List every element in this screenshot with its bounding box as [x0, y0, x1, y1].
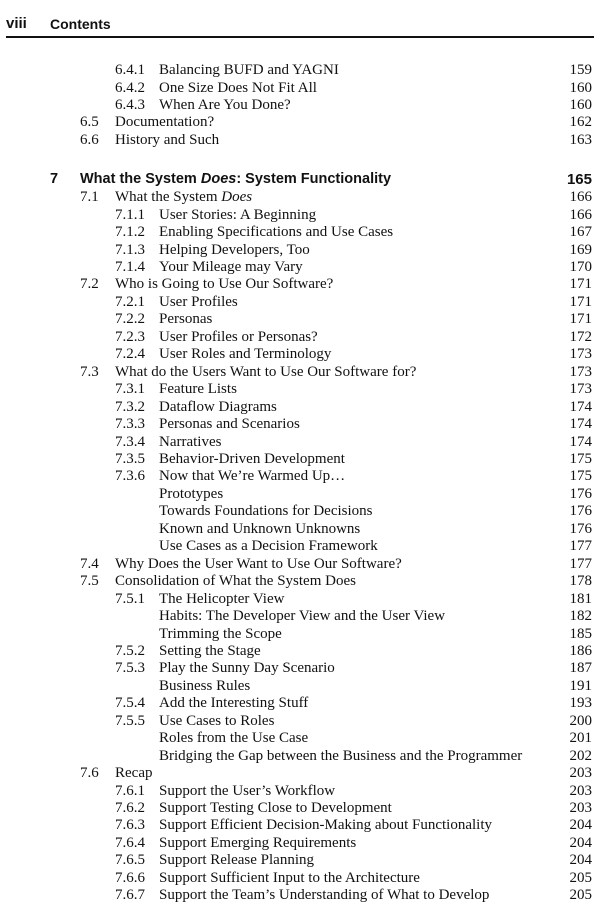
toc-entry — [0, 276, 600, 294]
toc-entry — [0, 765, 600, 783]
entry-title-part: : System Functionality — [236, 171, 392, 188]
entry-title: Feature Lists — [159, 381, 237, 398]
entry-number: 7.6.2 — [115, 800, 145, 816]
toc-entry — [0, 259, 600, 277]
entry-number: 7.6.1 — [115, 782, 145, 799]
entry-title: Who is Going to Use Our Software? — [115, 276, 334, 293]
entry-page-number: 176 — [569, 485, 592, 502]
entry-number: 7.2 — [80, 276, 99, 293]
entry-page-number: 177 — [569, 538, 592, 555]
page-number: viii — [6, 15, 27, 32]
entry-page-number: 203 — [569, 800, 592, 816]
entry-title: Use Cases to Roles — [159, 712, 275, 729]
entry-page-number: 163 — [569, 131, 592, 148]
toc-entry — [0, 678, 600, 696]
toc-entry — [0, 416, 600, 434]
entry-title: One Size Does Not Fit All — [159, 79, 317, 96]
entry-page-number: 177 — [569, 555, 592, 572]
entry-number: 7.6 — [80, 765, 99, 782]
entry-page-number: 202 — [569, 747, 592, 764]
entry-title: Personas — [159, 311, 213, 328]
entry-page-number: 201 — [569, 730, 592, 747]
toc-entry — [0, 399, 600, 417]
toc-entry — [0, 556, 600, 574]
entry-title-emphasis: Does — [200, 171, 237, 188]
entry-page-number: 160 — [569, 79, 592, 96]
entry-title: What do the Users Want to Use Our Software for? — [115, 363, 417, 380]
toc-entry — [0, 783, 600, 801]
entry-title: Consolidation of What the System Does — [115, 573, 356, 590]
entry-page-number: 191 — [569, 677, 592, 694]
entry-title: User Stories: A Beginning — [159, 206, 317, 223]
entry-number: 7.5.5 — [115, 712, 145, 729]
entry-title: Support Sufficient Input to the Architecture — [159, 869, 420, 886]
entry-page-number: 203 — [569, 782, 592, 799]
entry-page-number: 176 — [569, 520, 592, 537]
toc-entry — [0, 538, 600, 556]
toc-entry — [0, 242, 600, 260]
toc-entry — [0, 660, 600, 678]
toc-entry — [0, 521, 600, 539]
entry-page-number: 166 — [569, 189, 592, 206]
entry-title: Support Efficient Decision-Making about Functionality — [159, 817, 493, 834]
entry-number: 7.6.6 — [115, 869, 145, 886]
entry-title-part: What the System — [80, 171, 201, 188]
toc-entry — [0, 643, 600, 661]
entry-title: User Profiles or Personas? — [159, 328, 318, 345]
entry-page-number: 205 — [569, 887, 592, 904]
toc-entry — [0, 381, 600, 399]
entry-number: 7.1.3 — [115, 241, 145, 258]
entry-title: When Are You Done? — [159, 96, 291, 113]
entry-page-number: 187 — [569, 660, 592, 677]
entry-title: Towards Foundations for Decisions — [159, 503, 373, 520]
toc-entry — [0, 591, 600, 609]
toc-entry — [0, 346, 600, 364]
toc-entry — [0, 364, 600, 382]
entry-page-number: 173 — [569, 381, 592, 398]
entry-title: Your Mileage may Vary — [159, 259, 303, 275]
entry-title: Prototypes — [159, 485, 224, 502]
entry-number: 7.1.4 — [115, 259, 145, 275]
toc-entry — [0, 434, 600, 452]
entry-page-number: 204 — [569, 852, 592, 869]
entry-number: 7.6.4 — [115, 834, 145, 851]
toc-entry — [0, 207, 600, 225]
toc-entry — [0, 887, 600, 905]
entry-title: Play the Sunny Day Scenario — [159, 660, 335, 677]
entry-number: 6.4.2 — [115, 79, 145, 96]
toc-entry — [0, 695, 600, 713]
entry-page-number: 170 — [569, 259, 592, 275]
entry-number: 7.3.1 — [115, 381, 145, 398]
toc-entry — [0, 114, 600, 132]
entry-page-number: 186 — [569, 642, 592, 659]
entry-page-number: 174 — [569, 398, 592, 415]
entry-title: Helping Developers, Too — [159, 241, 310, 258]
toc-entry — [0, 835, 600, 853]
toc-entry — [0, 97, 600, 115]
entry-title: Bridging the Gap between the Business and the Programmer — [159, 747, 523, 764]
entry-number: 6.5 — [80, 114, 99, 131]
entry-number: 6.4.3 — [115, 96, 145, 113]
entry-page-number: 178 — [569, 573, 592, 590]
toc-entry — [0, 817, 600, 835]
toc-entry — [0, 713, 600, 731]
toc-entry — [0, 626, 600, 644]
entry-page-number: 200 — [569, 712, 592, 729]
entry-number: 7.2.1 — [115, 293, 145, 310]
toc-entry — [0, 503, 600, 521]
entry-number: 7.4 — [80, 555, 99, 572]
entry-number: 7.5.4 — [115, 695, 145, 712]
entry-number: 7.3.3 — [115, 416, 145, 432]
entry-title: Documentation? — [115, 114, 215, 131]
entry-page-number: 175 — [569, 450, 592, 467]
toc-entry — [0, 486, 600, 504]
entry-title: Now that We’re Warmed Up… — [159, 468, 346, 485]
entry-page-number: 171 — [569, 293, 592, 310]
entry-page-number: 181 — [569, 590, 592, 607]
toc-entry — [0, 189, 600, 207]
entry-title: User Roles and Terminology — [159, 346, 332, 363]
toc-entry — [0, 608, 600, 626]
entry-number: 7.1 — [80, 189, 99, 206]
entry-title: Support Emerging Requirements — [159, 834, 357, 851]
running-title: Contents — [50, 16, 111, 32]
entry-page-number: 205 — [569, 869, 592, 886]
toc-entry — [0, 451, 600, 469]
entry-number: 7.5 — [80, 573, 99, 590]
entry-page-number: 167 — [569, 224, 592, 241]
entry-title: Dataflow Diagrams — [159, 398, 277, 415]
entry-title: Support the User’s Workflow — [159, 782, 336, 799]
entry-number: 7.2.2 — [115, 311, 145, 328]
entry-page-number: 185 — [569, 625, 592, 642]
entry-page-number: 174 — [569, 416, 592, 432]
entry-number: 7.1.1 — [115, 206, 145, 223]
entry-title: History and Such — [115, 131, 220, 148]
entry-page-number: 174 — [569, 433, 592, 450]
entry-title: Roles from the Use Case — [159, 730, 309, 747]
entry-title-emphasis: Does — [221, 189, 253, 206]
entry-number: 7 — [50, 171, 59, 188]
entry-page-number: 173 — [569, 346, 592, 363]
entry-title: Trimming the Scope — [159, 625, 282, 642]
entry-number: 7.3.2 — [115, 398, 145, 415]
entry-number: 7.3.4 — [115, 433, 145, 450]
entry-title-part: What the System — [115, 189, 222, 206]
toc-entry — [0, 311, 600, 329]
entry-page-number: 176 — [569, 503, 592, 520]
toc-entry — [0, 132, 600, 150]
entry-page-number: 160 — [569, 96, 592, 113]
toc-entry — [0, 62, 600, 80]
toc-entry — [0, 468, 600, 486]
entry-title: User Profiles — [159, 293, 238, 310]
entry-title: Support Testing Close to Development — [159, 800, 392, 816]
toc-entry — [0, 224, 600, 242]
toc-entry — [0, 800, 600, 818]
toc-entry — [0, 748, 600, 766]
entry-number: 7.2.4 — [115, 346, 145, 363]
toc-chapter-entry — [0, 171, 600, 189]
toc-entry — [0, 730, 600, 748]
entry-title: Why Does the User Want to Use Our Software? — [115, 555, 402, 572]
entry-page-number: 172 — [569, 328, 592, 345]
entry-title: Use Cases as a Decision Framework — [159, 538, 378, 555]
entry-page-number: 166 — [569, 206, 592, 223]
entry-title — [80, 171, 391, 189]
entry-title: Recap — [115, 765, 153, 782]
entry-page-number: 193 — [569, 695, 592, 712]
entry-number: 7.5.2 — [115, 642, 145, 659]
entry-page-number: 204 — [569, 817, 592, 834]
toc-entry — [0, 80, 600, 98]
entry-page-number: 171 — [569, 276, 592, 293]
toc-entry — [0, 870, 600, 888]
entry-page-number: 173 — [569, 363, 592, 380]
entry-title: Add the Interesting Stuff — [159, 695, 309, 712]
entry-title: Business Rules — [159, 677, 251, 694]
entry-number: 7.6.7 — [115, 887, 145, 904]
entry-title: Known and Unknown Unknowns — [159, 520, 361, 537]
entry-page-number: 203 — [569, 765, 592, 782]
entry-number: 7.3.5 — [115, 450, 145, 467]
toc-entry — [0, 852, 600, 870]
entry-title: Habits: The Developer View and the User View — [159, 608, 446, 624]
entry-number: 7.3.6 — [115, 468, 145, 485]
entry-page-number: 175 — [569, 468, 592, 485]
toc-entry — [0, 573, 600, 591]
entry-page-number: 159 — [569, 62, 592, 78]
toc-entry — [0, 294, 600, 312]
entry-title: The Helicopter View — [159, 590, 285, 607]
entry-page-number: 182 — [569, 608, 592, 624]
entry-number: 7.6.5 — [115, 852, 145, 869]
entry-title: Personas and Scenarios — [159, 416, 300, 432]
entry-page-number: 162 — [569, 114, 592, 131]
entry-number: 6.6 — [80, 131, 99, 148]
entry-title: Support Release Planning — [159, 852, 314, 869]
entry-page-number: 165 — [566, 171, 592, 189]
entry-number: 7.1.2 — [115, 224, 145, 241]
entry-title: Setting the Stage — [159, 642, 261, 659]
entry-number: 7.5.1 — [115, 590, 145, 607]
entry-number: 7.6.3 — [115, 817, 145, 834]
entry-title: Behavior-Driven Development — [159, 450, 345, 467]
entry-number: 7.5.3 — [115, 660, 145, 677]
entry-title: Support the Team’s Understanding of What to Develop — [159, 887, 490, 904]
entry-title: Enabling Specifications and Use Cases — [159, 224, 394, 241]
entry-title: Balancing BUFD and YAGNI — [159, 62, 339, 78]
entry-title — [115, 189, 252, 207]
entry-page-number: 204 — [569, 834, 592, 851]
entry-page-number: 171 — [569, 311, 592, 328]
toc-entry — [0, 329, 600, 347]
entry-title: Narratives — [159, 433, 222, 450]
entry-number: 7.2.3 — [115, 328, 145, 345]
entry-number: 6.4.1 — [115, 62, 145, 78]
entry-number: 7.3 — [80, 363, 99, 380]
entry-page-number: 169 — [569, 241, 592, 258]
